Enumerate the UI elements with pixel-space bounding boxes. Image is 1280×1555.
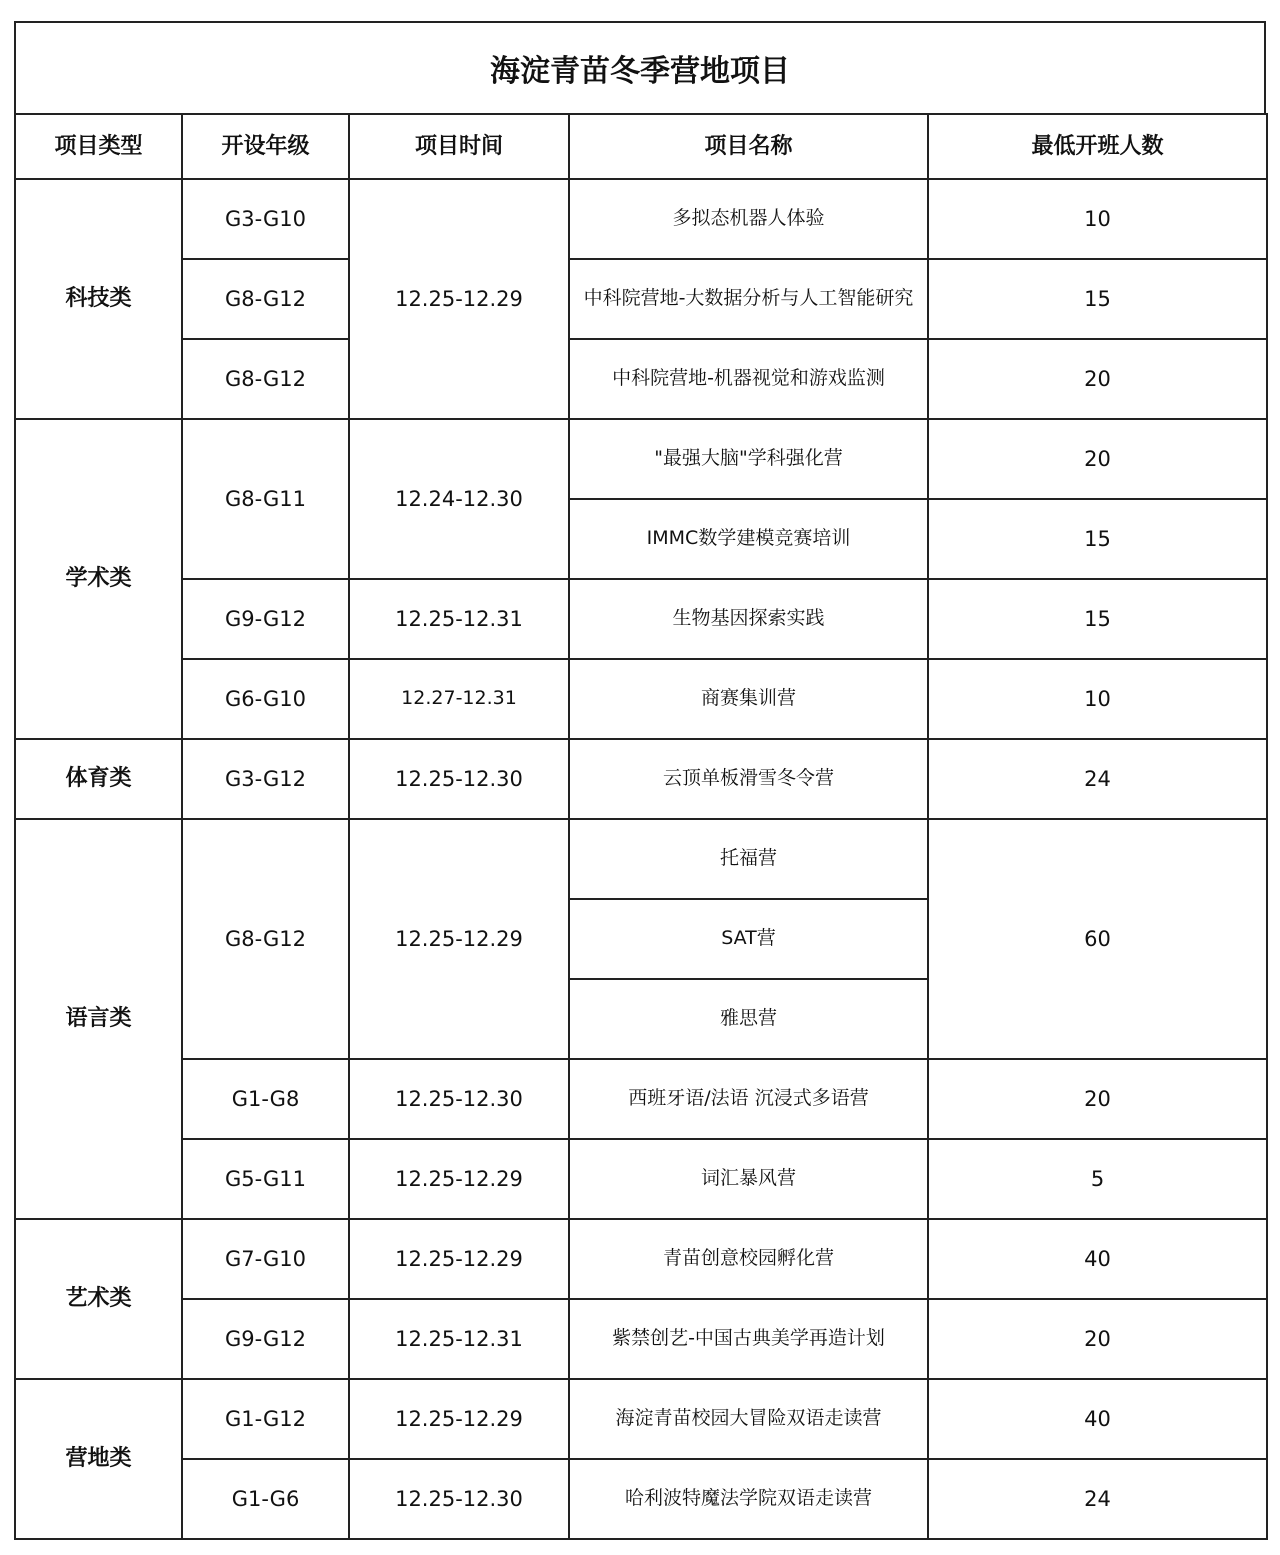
program-name-cell: 托福营 <box>569 819 928 899</box>
table-row <box>15 1459 1267 1539</box>
grade-cell: G8-G12 <box>182 819 349 1059</box>
table-row <box>15 259 1267 339</box>
time-cell: 12.25-12.29 <box>349 819 569 1059</box>
header-row <box>15 114 1267 179</box>
time-cell: 12.25-12.29 <box>349 1139 569 1219</box>
camp-program-sheet <box>14 21 1266 1540</box>
header-min: 最低开班人数 <box>928 114 1267 179</box>
table-row <box>15 1379 1267 1459</box>
category-cell: 科技类 <box>15 179 182 419</box>
min-count-cell: 10 <box>928 659 1267 739</box>
program-name-cell: 多拟态机器人体验 <box>569 179 928 259</box>
program-name-cell: 商赛集训营 <box>569 659 928 739</box>
program-name-cell: 中科院营地-大数据分析与人工智能研究 <box>569 259 928 339</box>
min-count-cell: 20 <box>928 419 1267 499</box>
min-count-cell: 15 <box>928 579 1267 659</box>
time-cell: 12.27-12.31 <box>349 659 569 739</box>
min-count-cell: 5 <box>928 1139 1267 1219</box>
category-cell: 营地类 <box>15 1379 182 1539</box>
table-row <box>15 1059 1267 1139</box>
grade-cell: G8-G12 <box>182 259 349 339</box>
table-row <box>15 1299 1267 1379</box>
program-name-cell: 中科院营地-机器视觉和游戏监测 <box>569 339 928 419</box>
program-name-cell: 云顶单板滑雪冬令营 <box>569 739 928 819</box>
grade-cell: G9-G12 <box>182 579 349 659</box>
min-count-cell: 24 <box>928 739 1267 819</box>
time-cell: 12.25-12.29 <box>349 179 569 419</box>
min-count-cell: 20 <box>928 1059 1267 1139</box>
header-type: 项目类型 <box>15 114 182 179</box>
time-cell: 12.25-12.31 <box>349 579 569 659</box>
min-count-cell: 20 <box>928 339 1267 419</box>
time-cell: 12.25-12.31 <box>349 1299 569 1379</box>
time-cell: 12.24-12.30 <box>349 419 569 579</box>
program-name-cell: 西班牙语/法语 沉浸式多语营 <box>569 1059 928 1139</box>
program-table <box>14 113 1268 1540</box>
grade-cell: G8-G12 <box>182 339 349 419</box>
program-name-cell: 雅思营 <box>569 979 928 1059</box>
program-name-cell: SAT营 <box>569 899 928 979</box>
table-row <box>15 419 1267 499</box>
program-name-cell: IMMC数学建模竞赛培训 <box>569 499 928 579</box>
program-name-cell: "最强大脑"学科强化营 <box>569 419 928 499</box>
grade-cell: G3-G12 <box>182 739 349 819</box>
program-name-cell: 生物基因探索实践 <box>569 579 928 659</box>
time-cell: 12.25-12.30 <box>349 1459 569 1539</box>
grade-cell: G1-G8 <box>182 1059 349 1139</box>
grade-cell: G5-G11 <box>182 1139 349 1219</box>
table-row <box>15 1139 1267 1219</box>
grade-cell: G6-G10 <box>182 659 349 739</box>
time-cell: 12.25-12.29 <box>349 1379 569 1459</box>
program-name-cell: 词汇暴风营 <box>569 1139 928 1219</box>
program-name-cell: 海淀青苗校园大冒险双语走读营 <box>569 1379 928 1459</box>
min-count-cell: 20 <box>928 1299 1267 1379</box>
table-row <box>15 179 1267 259</box>
time-cell: 12.25-12.30 <box>349 1059 569 1139</box>
time-cell: 12.25-12.29 <box>349 1219 569 1299</box>
time-cell: 12.25-12.30 <box>349 739 569 819</box>
grade-cell: G8-G11 <box>182 419 349 579</box>
table-row <box>15 339 1267 419</box>
grade-cell: G1-G6 <box>182 1459 349 1539</box>
category-cell: 艺术类 <box>15 1219 182 1379</box>
table-row <box>15 1219 1267 1299</box>
table-row <box>15 659 1267 739</box>
header-name: 项目名称 <box>569 114 928 179</box>
header-grade: 开设年级 <box>182 114 349 179</box>
category-cell: 体育类 <box>15 739 182 819</box>
table-row <box>15 579 1267 659</box>
page-title: 海淀青苗冬季营地项目 <box>14 21 1266 113</box>
table-row <box>15 739 1267 819</box>
category-cell: 语言类 <box>15 819 182 1219</box>
min-count-cell: 40 <box>928 1379 1267 1459</box>
program-name-cell: 青苗创意校园孵化营 <box>569 1219 928 1299</box>
min-count-cell: 10 <box>928 179 1267 259</box>
grade-cell: G9-G12 <box>182 1299 349 1379</box>
min-count-cell: 40 <box>928 1219 1267 1299</box>
program-name-cell: 哈利波特魔法学院双语走读营 <box>569 1459 928 1539</box>
min-count-cell: 15 <box>928 259 1267 339</box>
min-count-cell: 24 <box>928 1459 1267 1539</box>
grade-cell: G3-G10 <box>182 179 349 259</box>
header-time: 项目时间 <box>349 114 569 179</box>
min-count-cell: 60 <box>928 819 1267 1059</box>
table-row <box>15 819 1267 899</box>
category-cell: 学术类 <box>15 419 182 739</box>
program-name-cell: 紫禁创艺-中国古典美学再造计划 <box>569 1299 928 1379</box>
min-count-cell: 15 <box>928 499 1267 579</box>
grade-cell: G1-G12 <box>182 1379 349 1459</box>
grade-cell: G7-G10 <box>182 1219 349 1299</box>
